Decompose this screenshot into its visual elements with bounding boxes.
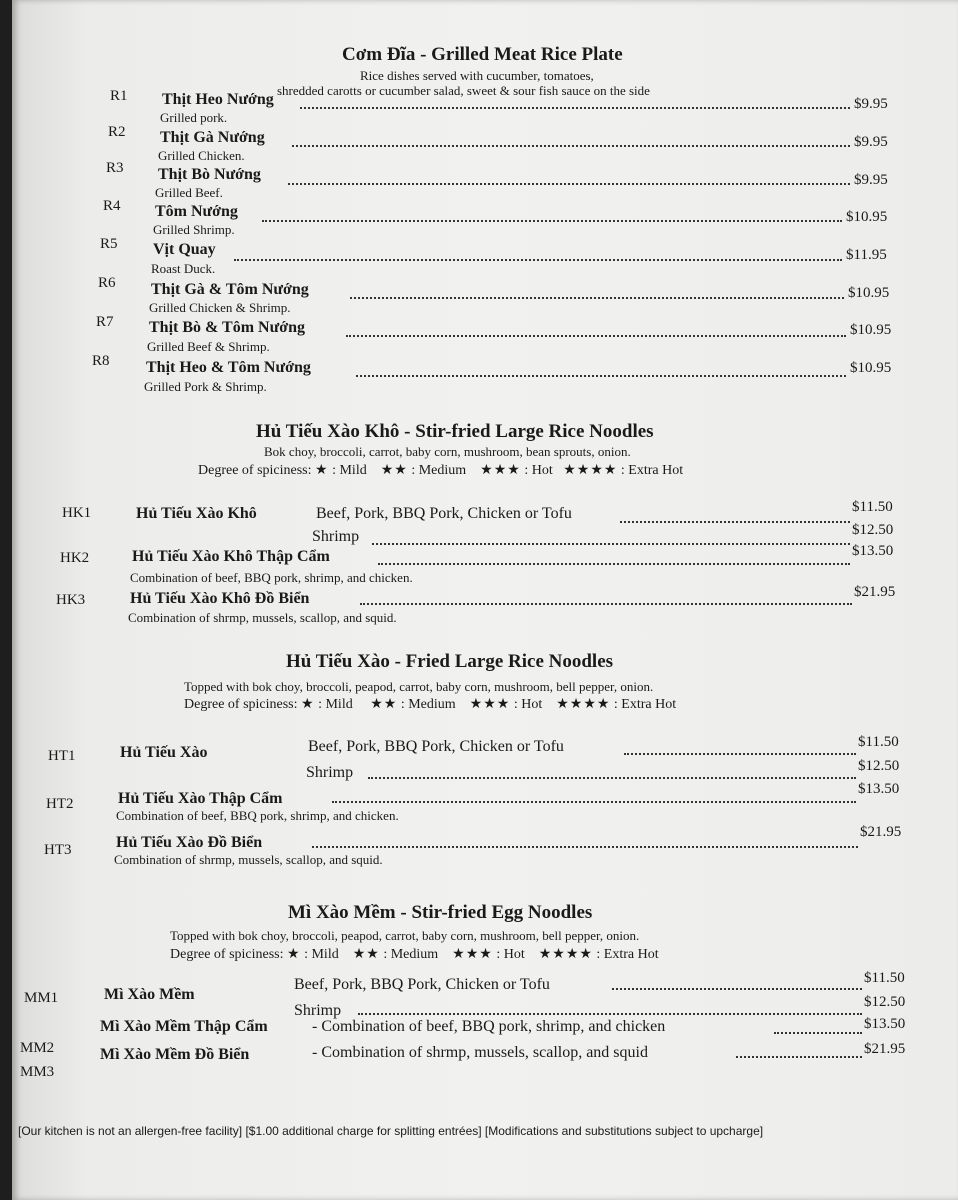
item-price: $11.95: [846, 247, 887, 263]
footer-disclaimer: [Our kitchen is not an allergen-free facility] [$1.00 additional charge for splitting entrées] [Modifications and substitutions subject to upcharge]: [18, 1124, 764, 1138]
leader-dots: [372, 542, 850, 545]
ht-section-title: Hủ Tiếu Xào - Fried Large Rice Noodles: [286, 651, 614, 672]
item-price: $11.50: [858, 734, 899, 750]
item-price: $13.50: [858, 781, 900, 797]
menu-page: [12, 0, 958, 1200]
ht-spiciness-legend: [184, 696, 676, 713]
star-icon: ★★: [380, 463, 408, 478]
item-name: Thịt Gà & Tôm Nướng: [151, 281, 309, 298]
star-icon: ★★★: [452, 947, 493, 962]
item-name: Hủ Tiếu Xào Đồ Biển: [116, 834, 263, 851]
item-name: Hủ Tiếu Xào Thập Cẩm: [118, 790, 283, 807]
item-description: Grilled Shrimp.: [153, 222, 235, 237]
item-code: HK3: [56, 592, 86, 608]
item-code: R6: [98, 275, 116, 291]
rice-note-line1: Rice dishes served with cucumber, tomatoes,: [360, 68, 594, 83]
star-icon: ★: [287, 947, 301, 962]
star-icon: ★★★★: [563, 463, 618, 478]
item-name: Mì Xào Mềm: [104, 986, 195, 1003]
item-code: HT3: [44, 842, 72, 858]
leader-dots: [332, 800, 856, 803]
spice-medium-label: : Medium: [400, 697, 456, 712]
mm-section-title: Mì Xào Mềm - Stir-fried Egg Noodles: [288, 902, 593, 923]
item-price: $21.95: [860, 824, 902, 840]
item-price: $9.95: [854, 134, 888, 150]
item-description: Grilled Chicken & Shrimp.: [149, 300, 291, 315]
mm-spiciness-legend: [170, 946, 659, 963]
item-code: HT2: [46, 796, 74, 812]
star-icon: ★★★: [469, 697, 511, 712]
item-price: $11.50: [864, 970, 905, 986]
item-description: Grilled Chicken.: [158, 148, 245, 163]
item-price: $10.95: [848, 285, 890, 301]
item-description: Grilled Beef.: [155, 185, 223, 200]
item-name: Thịt Gà Nướng: [160, 129, 265, 146]
item-option: Shrimp: [294, 1002, 342, 1019]
item-code: R1: [110, 88, 128, 104]
item-code: R3: [106, 160, 124, 176]
item-code: HK2: [60, 550, 90, 566]
menu-binder-edge: [0, 0, 12, 1200]
item-description: Combination of shrmp, mussels, scallop, and squid.: [128, 610, 397, 625]
leader-dots: [378, 562, 850, 565]
spice-medium-label: : Medium: [383, 947, 439, 962]
spice-medium-label: : Medium: [411, 463, 467, 478]
item-price: $12.50: [852, 522, 894, 538]
item-name: Thịt Bò Nướng: [158, 166, 261, 183]
item-name: Hủ Tiếu Xào: [120, 744, 208, 761]
item-name: Thịt Heo & Tôm Nướng: [146, 359, 311, 376]
item-price: $12.50: [858, 758, 900, 774]
leader-dots: [360, 602, 852, 605]
ht-note: Topped with bok choy, broccoli, peapod, carrot, baby corn, mushroom, bell pepper, onion.: [184, 679, 654, 694]
item-code: HT1: [48, 748, 76, 764]
item-price: $13.50: [852, 543, 894, 559]
leader-dots: [356, 374, 846, 377]
mm-note: Topped with bok choy, broccoli, peapod, carrot, baby corn, mushroom, bell pepper, onion.: [170, 928, 640, 943]
rice-note-line2: shredded carotts or cucumber salad, sweet & sour fish sauce on the side: [277, 83, 650, 98]
hk-spiciness-legend: [198, 462, 683, 479]
item-description: Combination of beef, BBQ pork, shrimp, and chicken.: [116, 808, 399, 823]
leader-dots: [612, 987, 862, 990]
item-price: $10.95: [846, 209, 888, 225]
item-code: R4: [103, 198, 121, 214]
leader-dots: [292, 144, 850, 147]
rice-section-title: Cơm Đĩa - Grilled Meat Rice Plate: [342, 44, 623, 65]
item-code: MM1: [24, 990, 59, 1006]
hk-section-title: Hủ Tiếu Xào Khô - Stir-fried Large Rice Noodles: [256, 421, 654, 442]
spiciness-label: Degree of spiciness:: [198, 463, 312, 478]
item-description: Grilled Pork & Shrimp.: [144, 379, 267, 394]
hk-note: Bok choy, broccoli, carrot, baby corn, mushroom, bean sprouts, onion.: [264, 444, 631, 459]
spice-hot-label: : Hot: [524, 463, 553, 478]
item-name: Mì Xào Mềm Thập Cẩm: [100, 1018, 268, 1035]
star-icon: ★★: [370, 697, 398, 712]
spiciness-label: Degree of spiciness:: [170, 947, 284, 962]
item-option: Beef, Pork, BBQ Pork, Chicken or Tofu: [308, 738, 564, 755]
item-code: MM2: [20, 1040, 55, 1056]
item-name: Thịt Heo Nướng: [162, 91, 274, 108]
spice-extra-hot-label: : Extra Hot: [596, 947, 659, 962]
item-description: - Combination of beef, BBQ pork, shrimp, and chicken: [312, 1018, 666, 1035]
item-code: R5: [100, 236, 118, 252]
item-code: R2: [108, 124, 126, 140]
item-description: Grilled Beef & Shrimp.: [147, 339, 270, 354]
spice-hot-label: : Hot: [513, 697, 543, 712]
item-description: Roast Duck.: [151, 261, 216, 276]
item-name: Thịt Bò & Tôm Nướng: [149, 319, 305, 336]
star-icon: ★★★: [480, 463, 521, 478]
leader-dots: [262, 219, 842, 222]
item-price: $10.95: [850, 322, 892, 338]
item-price: $13.50: [864, 1016, 906, 1032]
item-description: Combination of shrmp, mussels, scallop, and squid.: [114, 852, 383, 867]
leader-dots: [346, 334, 846, 337]
item-option: Shrimp: [312, 528, 360, 545]
star-icon: ★★★★: [538, 947, 593, 962]
leader-dots: [350, 296, 844, 299]
star-icon: ★★★★: [556, 697, 611, 712]
item-name: Hủ Tiếu Xào Khô Đồ Biển: [130, 590, 310, 607]
spice-extra-hot-label: : Extra Hot: [620, 463, 684, 478]
item-name: Hủ Tiếu Xào Khô: [136, 505, 257, 522]
item-name: Tôm Nướng: [155, 203, 238, 220]
item-name: Hủ Tiếu Xào Khô Thập Cẩm: [132, 548, 330, 565]
spice-mild-label: : Mild: [318, 697, 353, 712]
item-code: R8: [92, 353, 110, 369]
item-price: $21.95: [854, 584, 896, 600]
leader-dots: [624, 752, 856, 755]
item-code: R7: [96, 314, 114, 330]
star-icon: ★: [315, 463, 329, 478]
item-name: Mì Xào Mềm Đồ Biển: [100, 1046, 250, 1063]
item-price: $9.95: [854, 96, 888, 112]
spice-mild-label: : Mild: [304, 947, 339, 962]
spiciness-label: Degree of spiciness:: [184, 697, 298, 712]
leader-dots: [300, 106, 850, 109]
leader-dots: [234, 258, 842, 261]
item-price: $10.95: [850, 360, 892, 376]
leader-dots: [736, 1055, 862, 1058]
leader-dots: [368, 776, 856, 779]
item-description: Grilled pork.: [160, 110, 228, 125]
item-price: $21.95: [864, 1041, 906, 1057]
spice-hot-label: : Hot: [496, 947, 525, 962]
leader-dots: [288, 182, 850, 185]
item-price: $12.50: [864, 994, 906, 1010]
star-icon: ★: [301, 697, 315, 712]
spice-extra-hot-label: : Extra Hot: [613, 697, 677, 712]
item-option: Shrimp: [306, 764, 354, 781]
leader-dots: [620, 520, 850, 523]
spice-mild-label: : Mild: [332, 463, 367, 478]
item-description: Combination of beef, BBQ pork, shrimp, and chicken.: [130, 570, 413, 585]
item-price: $11.50: [852, 499, 893, 515]
leader-dots: [358, 1012, 862, 1015]
item-price: $9.95: [854, 172, 888, 188]
item-name: Vịt Quay: [153, 241, 216, 258]
item-code: HK1: [62, 505, 92, 521]
leader-dots: [774, 1031, 862, 1034]
star-icon: ★★: [352, 947, 380, 962]
item-code: MM3: [20, 1064, 55, 1080]
item-description: - Combination of shrmp, mussels, scallop, and squid: [312, 1044, 648, 1061]
item-option: Beef, Pork, BBQ Pork, Chicken or Tofu: [294, 976, 550, 993]
item-option: Beef, Pork, BBQ Pork, Chicken or Tofu: [316, 505, 572, 522]
leader-dots: [312, 845, 858, 848]
